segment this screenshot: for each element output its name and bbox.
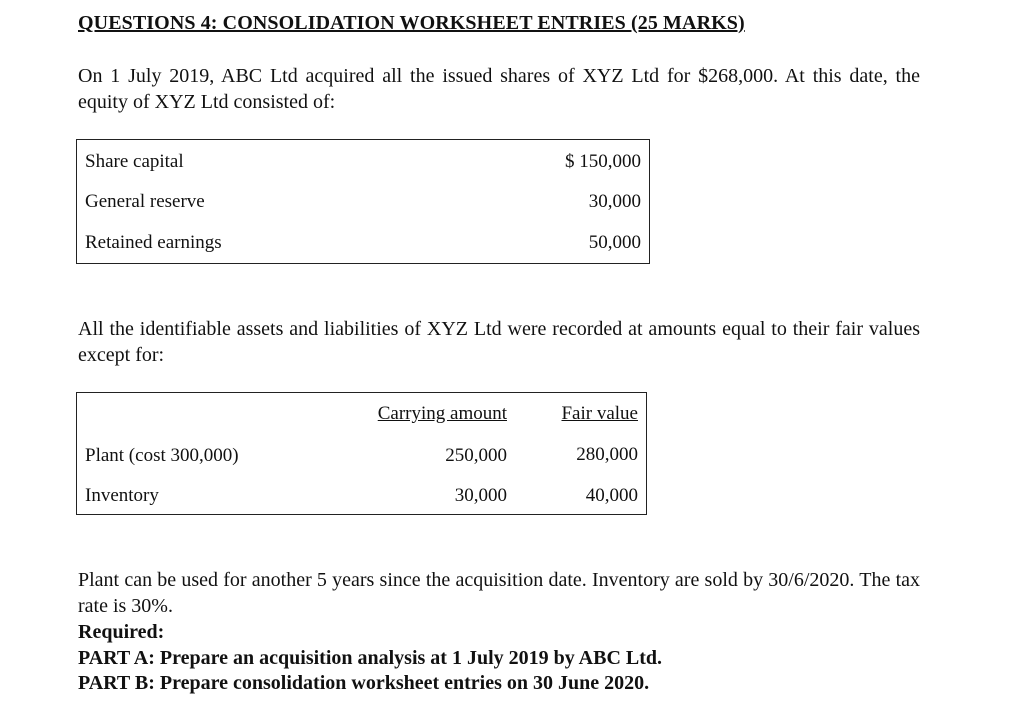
equity-row-value: 30,000 [588, 191, 641, 212]
carrying-amount-value: 30,000 [454, 485, 507, 506]
closing-paragraph: Plant can be used for another 5 years since the acquisition date. Inventory are sold by 30/6/2020. The tax rate is 30%. [78, 569, 920, 617]
fair-value-row-inventory [77, 484, 646, 508]
fair-value-header-row [77, 402, 646, 426]
carrying-amount-header: Carrying amount [377, 403, 507, 424]
equity-row-retained-earnings [77, 231, 649, 255]
intro-paragraph: On 1 July 2019, ABC Ltd acquired all the issued shares of XYZ Ltd for $268,000. At this date, the equity of XYZ Ltd consisted of: [78, 65, 920, 113]
fair-value-value: 40,000 [585, 485, 638, 506]
part-b-instruction: PART B: Prepare consolidation worksheet entries on 30 June 2020. [78, 672, 650, 694]
fair-value-row-label: Inventory [85, 485, 159, 506]
equity-row-label: Retained earnings [85, 232, 222, 253]
fair-value-value: 280,000 [576, 444, 638, 465]
equity-row-label: General reserve [85, 191, 205, 212]
equity-row-label: Share capital [85, 151, 184, 172]
equity-row-value: 50,000 [588, 232, 641, 253]
fair-value-header: Fair value [561, 403, 638, 424]
fair-value-table [76, 392, 647, 515]
carrying-amount-value: 250,000 [445, 445, 507, 466]
required-label: Required: [78, 621, 165, 643]
equity-row-general-reserve [77, 190, 649, 214]
question-title: QUESTIONS 4: CONSOLIDATION WORKSHEET ENTRIES (25 MARKS) [78, 12, 745, 34]
equity-table [76, 139, 650, 264]
fair-value-row-label: Plant (cost 300,000) [85, 445, 239, 466]
equity-row-share-capital [77, 150, 649, 174]
fair-value-row-plant [77, 444, 646, 468]
part-a-instruction: PART A: Prepare an acquisition analysis at 1 July 2019 by ABC Ltd. [78, 647, 663, 669]
fair-value-paragraph: All the identifiable assets and liabilities of XYZ Ltd were recorded at amounts equal to their fair values except for: [78, 318, 920, 366]
equity-row-value: $ 150,000 [565, 151, 641, 172]
